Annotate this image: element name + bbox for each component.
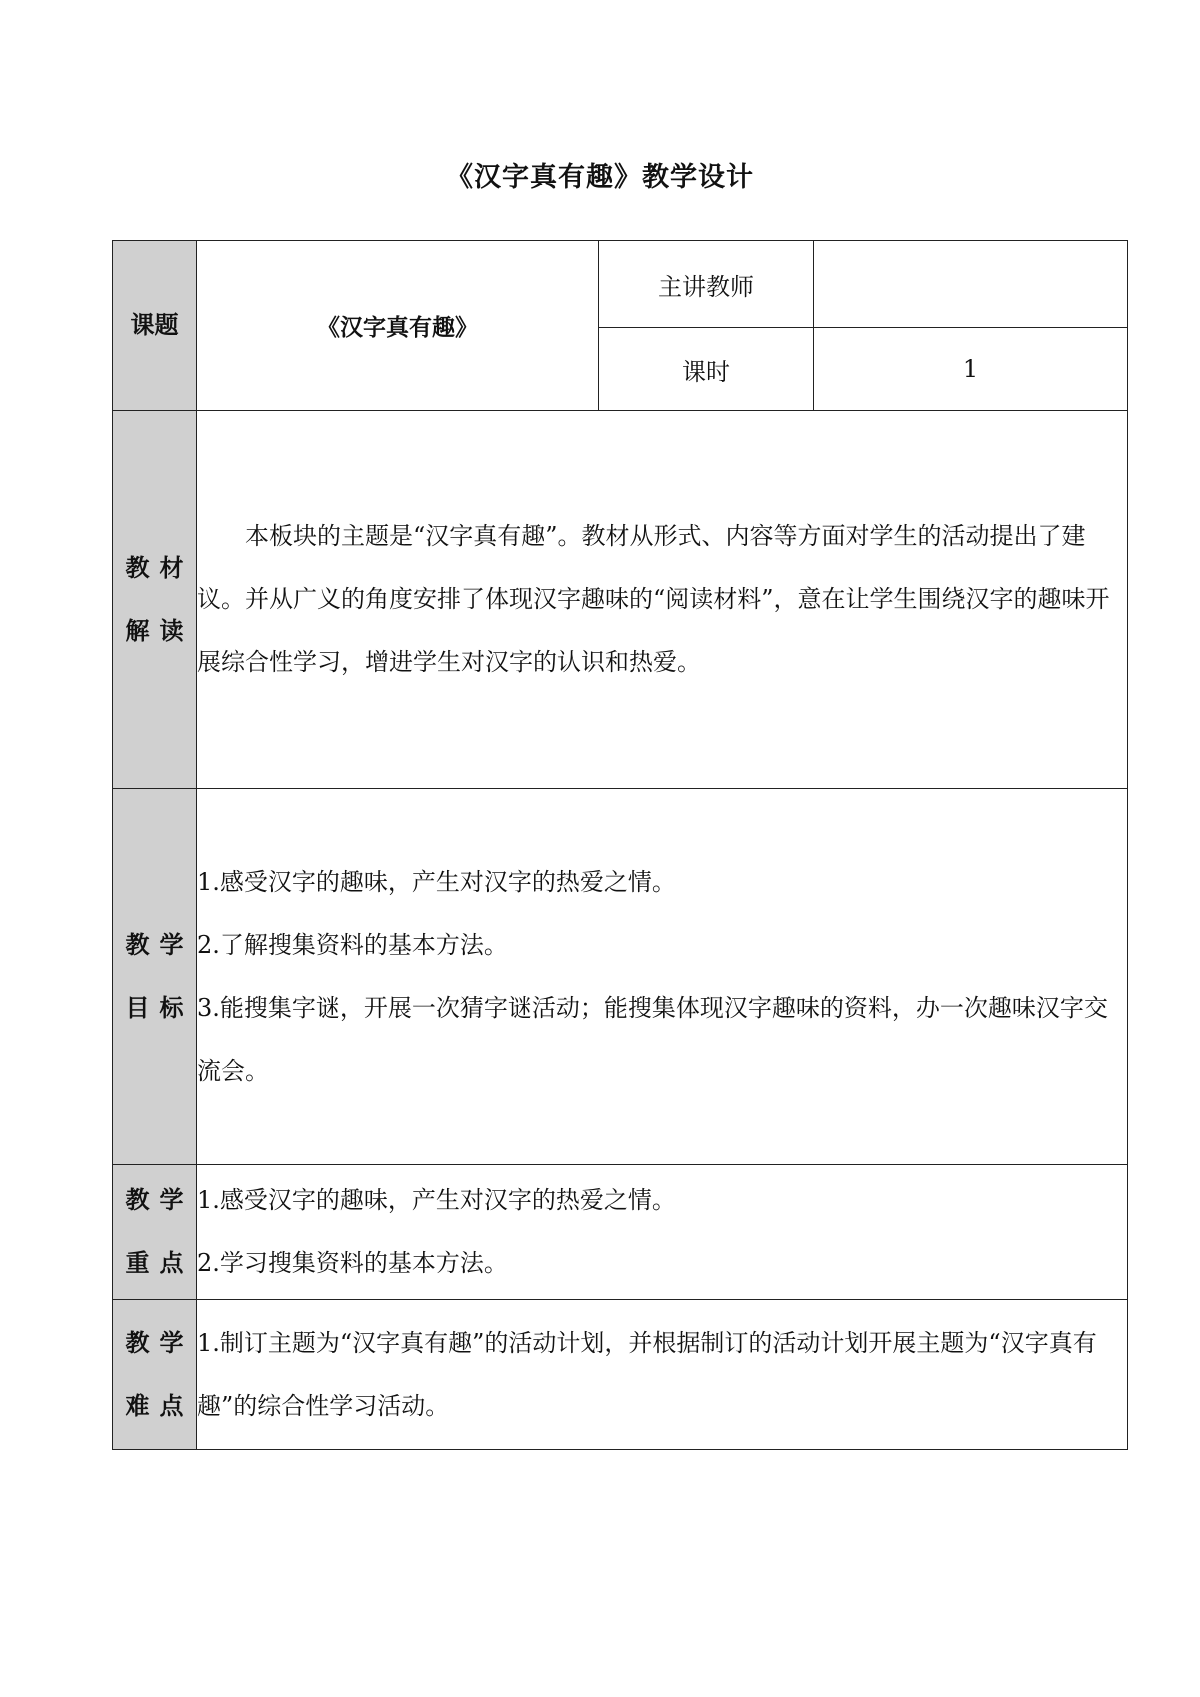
- topic-name: 《汉字真有趣》: [197, 241, 599, 411]
- lesson-plan-table: [112, 240, 1128, 1450]
- goals-label-line2: 目标: [125, 993, 194, 1022]
- material-row: [113, 411, 1128, 789]
- goal-item: 3.能搜集字谜，开展一次猜字谜活动；能搜集体现汉字趣味的资料，办一次趣味汉字交流会。: [197, 993, 1108, 1085]
- period-value: 1: [814, 328, 1128, 411]
- teacher-value: [814, 241, 1128, 328]
- material-label-line2: 解读: [125, 616, 194, 645]
- goals-row: [113, 789, 1128, 1165]
- key-points-label-line1: 教学: [125, 1186, 194, 1214]
- difficulties-label-line2: 难点: [125, 1391, 194, 1420]
- goal-item: 2.了解搜集资料的基本方法。: [197, 930, 508, 959]
- period-label: 课时: [599, 328, 814, 411]
- teacher-label: 主讲教师: [599, 241, 814, 328]
- topic-label-cell: [113, 241, 197, 411]
- material-content: [197, 411, 1128, 789]
- goals-label-cell: [113, 789, 197, 1165]
- goals-label-line1: 教学: [125, 930, 194, 959]
- key-points-label-line2: 重点: [125, 1249, 194, 1277]
- topic-label: 课题: [130, 311, 179, 339]
- goals-content: [197, 789, 1128, 1165]
- difficulties-label-line1: 教学: [125, 1328, 194, 1357]
- difficulty-item: 1.制订主题为“汉字真有趣”的活动计划，并根据制订的活动计划开展主题为“汉字真有趣”的综合性学习活动。: [197, 1328, 1097, 1420]
- goal-item: 1.感受汉字的趣味，产生对汉字的热爱之情。: [197, 867, 676, 896]
- document-title: 《汉字真有趣》教学设计: [446, 162, 754, 193]
- material-text: 本板块的主题是“汉字真有趣”。教材从形式、内容等方面对学生的活动提出了建议。并从广义的角度安排了体现汉字趣味的“阅读材料”，意在让学生围绕汉字的趣味开展综合性学习，增进学生对汉字的认识和热爱。: [197, 522, 1110, 676]
- key-points-label-cell: [113, 1165, 197, 1300]
- key-points-content: [197, 1165, 1128, 1300]
- difficulties-content: [197, 1300, 1128, 1450]
- difficulties-row: [113, 1300, 1128, 1450]
- difficulties-label-cell: [113, 1300, 197, 1450]
- key-point-item: 1.感受汉字的趣味，产生对汉字的热爱之情。: [197, 1186, 676, 1214]
- key-points-row: [113, 1165, 1128, 1300]
- material-label-cell: [113, 411, 197, 789]
- material-label-line1: 教材: [125, 553, 194, 582]
- key-point-item: 2.学习搜集资料的基本方法。: [197, 1249, 508, 1277]
- header-row-teacher: [113, 241, 1128, 328]
